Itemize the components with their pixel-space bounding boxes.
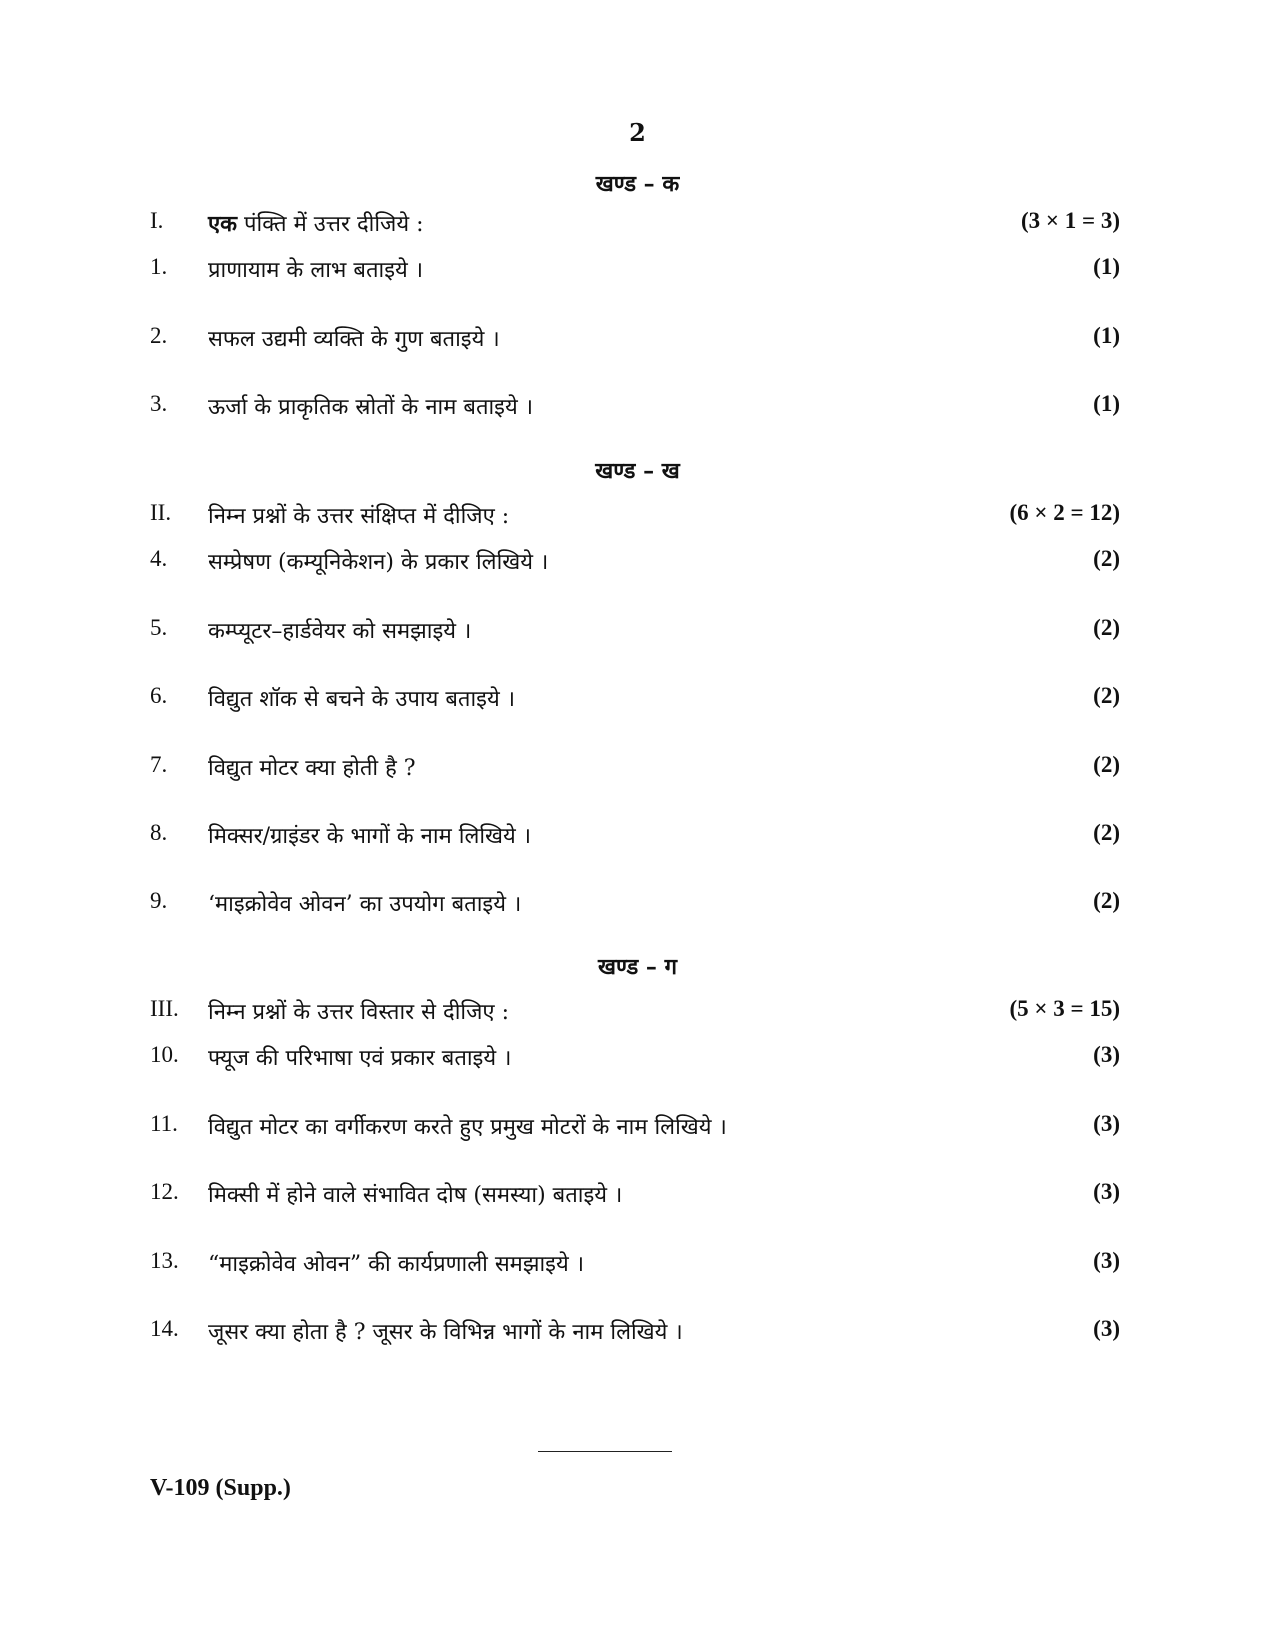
question-text: प्राणायाम के लाभ बताइये । bbox=[208, 258, 424, 283]
question-number: 5. bbox=[150, 615, 168, 640]
question-marks: (2) bbox=[1093, 888, 1120, 913]
instruction-rest: पंक्ति में उत्तर दीजिये : bbox=[237, 212, 424, 237]
instruction-text: निम्न प्रश्नों के उत्तर विस्तार से दीजिए : bbox=[208, 1000, 509, 1025]
question-number: 13. bbox=[150, 1248, 179, 1273]
instruction-text: निम्न प्रश्नों के उत्तर संक्षिप्त में दीजिए : bbox=[208, 504, 510, 529]
question-row bbox=[150, 683, 1120, 717]
question-row bbox=[150, 1248, 1120, 1282]
question-marks: (1) bbox=[1093, 323, 1120, 348]
section-title-a: खण्ड – क bbox=[595, 171, 680, 197]
question-number: 7. bbox=[150, 752, 168, 777]
instruction-row-b bbox=[150, 500, 1120, 534]
question-marks: (3) bbox=[1093, 1179, 1120, 1204]
question-row bbox=[150, 1042, 1120, 1076]
question-row bbox=[150, 888, 1120, 922]
question-marks: (2) bbox=[1093, 752, 1120, 777]
instruction-row-c bbox=[150, 996, 1120, 1030]
instruction-row-a bbox=[150, 208, 1120, 242]
instruction-marks: (5 × 3 = 15) bbox=[1009, 996, 1120, 1021]
question-row bbox=[150, 323, 1120, 357]
question-text: विद्युत मोटर क्या होती है ? bbox=[208, 756, 416, 781]
question-marks: (2) bbox=[1093, 820, 1120, 845]
question-text: सफल उद्यमी व्यक्ति के गुण बताइये । bbox=[208, 327, 500, 352]
question-marks: (2) bbox=[1093, 683, 1120, 708]
instruction-number: III. bbox=[150, 996, 179, 1021]
question-marks: (2) bbox=[1093, 546, 1120, 571]
question-row bbox=[150, 1316, 1120, 1350]
question-number: 4. bbox=[150, 546, 168, 571]
question-text: ऊर्जा के प्राकृतिक स्रोतों के नाम बताइये । bbox=[208, 395, 534, 420]
instruction-text bbox=[208, 208, 424, 238]
question-marks: (3) bbox=[1093, 1042, 1120, 1067]
question-row bbox=[150, 820, 1120, 854]
question-text: “माइक्रोवेव ओवन” की कार्यप्रणाली समझाइये । bbox=[208, 1252, 585, 1277]
end-rule bbox=[538, 1451, 672, 1452]
instruction-bold-word: एक bbox=[208, 211, 238, 237]
question-number: 10. bbox=[150, 1042, 179, 1067]
question-text: विद्युत शॉक से बचने के उपाय बताइये । bbox=[208, 687, 516, 712]
section-title-b: खण्ड – ख bbox=[595, 458, 680, 484]
question-number: 2. bbox=[150, 323, 168, 348]
question-text: कम्प्यूटर–हार्डवेयर को समझाइये । bbox=[208, 619, 472, 644]
question-number: 11. bbox=[150, 1111, 178, 1136]
question-text: जूसर क्या होता है ? जूसर के विभिन्न भागों के नाम लिखिये । bbox=[208, 1320, 683, 1345]
question-row bbox=[150, 1179, 1120, 1213]
instruction-marks: (3 × 1 = 3) bbox=[1020, 208, 1120, 233]
question-row bbox=[150, 254, 1120, 288]
question-marks: (1) bbox=[1093, 254, 1120, 279]
question-marks: (3) bbox=[1093, 1316, 1120, 1341]
paper-code: V-109 (Supp.) bbox=[150, 1475, 291, 1501]
page-number: 2 bbox=[629, 118, 646, 147]
question-row bbox=[150, 391, 1120, 425]
question-number: 6. bbox=[150, 683, 168, 708]
question-text: सम्प्रेषण (कम्यूनिकेशन) के प्रकार लिखिये । bbox=[208, 550, 549, 575]
question-row bbox=[150, 546, 1120, 580]
question-row bbox=[150, 1111, 1120, 1145]
question-marks: (2) bbox=[1093, 615, 1120, 640]
question-number: 9. bbox=[150, 888, 168, 913]
instruction-number: I. bbox=[150, 208, 164, 233]
question-marks: (3) bbox=[1093, 1111, 1120, 1136]
question-row bbox=[150, 752, 1120, 786]
question-number: 14. bbox=[150, 1316, 179, 1341]
question-marks: (1) bbox=[1093, 391, 1120, 416]
question-text: विद्युत मोटर का वर्गीकरण करते हुए प्रमुख मोटरों के नाम लिखिये । bbox=[208, 1115, 727, 1140]
question-text: मिक्सर/ग्राइंडर के भागों के नाम लिखिये । bbox=[208, 824, 532, 849]
question-number: 1. bbox=[150, 254, 168, 279]
question-row bbox=[150, 615, 1120, 649]
section-title-c: खण्ड – ग bbox=[598, 954, 677, 980]
question-number: 3. bbox=[150, 391, 168, 416]
question-text: मिक्सी में होने वाले संभावित दोष (समस्या) बताइये । bbox=[208, 1183, 623, 1208]
question-number: 8. bbox=[150, 820, 168, 845]
question-marks: (3) bbox=[1093, 1248, 1120, 1273]
question-text: ‘माइक्रोवेव ओवन’ का उपयोग बताइये । bbox=[208, 892, 522, 917]
instruction-number: II. bbox=[150, 500, 172, 525]
question-text: फ्यूज की परिभाषा एवं प्रकार बताइये । bbox=[208, 1046, 512, 1071]
question-number: 12. bbox=[150, 1179, 179, 1204]
instruction-marks: (6 × 2 = 12) bbox=[1009, 500, 1120, 525]
